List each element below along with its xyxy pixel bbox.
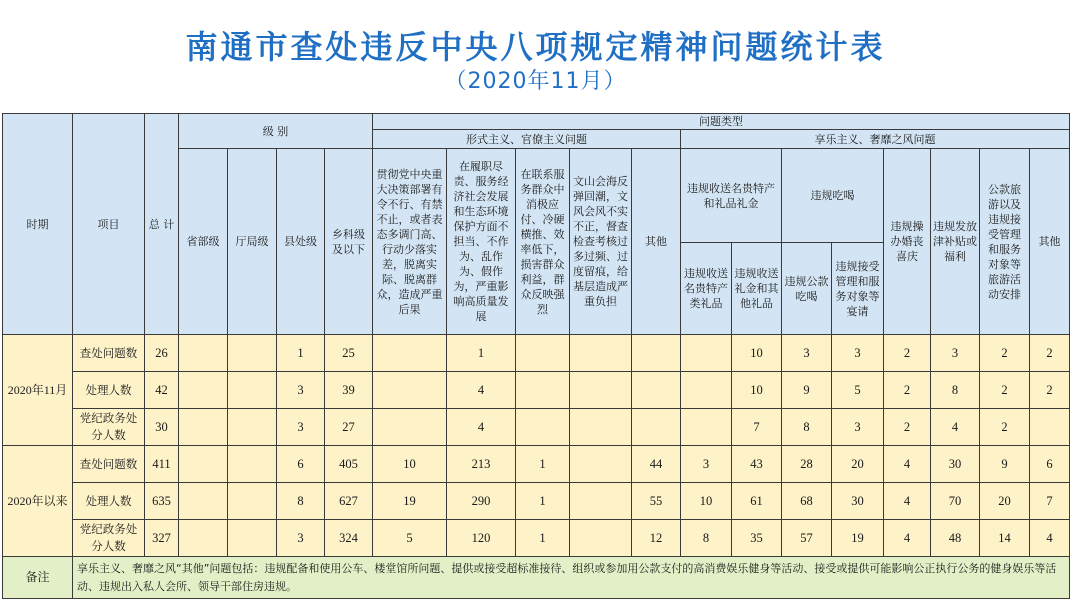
header-gift-b: 违规收送礼金和其他礼品: [732, 243, 782, 335]
header-formalism-1: 贯彻党中央重大决策部署有令不行、有禁不止，或者表态多调门高、行动少落实差，脱离实际、脱离群众，造成严重后果: [373, 149, 447, 335]
gift-a-cell: [681, 409, 732, 446]
statistics-table: [2, 113, 1070, 599]
header-level-province: 省部级: [179, 149, 228, 335]
f3-cell: [516, 372, 570, 409]
gift-b-cell: 7: [732, 409, 782, 446]
gift-a-cell: 8: [681, 520, 732, 557]
f4-cell: [570, 409, 632, 446]
f1-cell: [373, 409, 447, 446]
header-subsidy: 违规发放津补贴或福利: [931, 149, 980, 335]
wedding-cell: 4: [884, 483, 931, 520]
f4-cell: [570, 446, 632, 483]
header-item: 项目: [73, 114, 145, 335]
f-other-cell: [632, 335, 681, 372]
wedding-cell: 2: [884, 409, 931, 446]
table-row: [3, 483, 1070, 520]
f-other-cell: 12: [632, 520, 681, 557]
header-level-county: 县处级: [277, 149, 325, 335]
subsidy-cell: 4: [931, 409, 980, 446]
page-title: 南通市查处违反中央八项规定精神问题统计表: [185, 28, 886, 66]
subsidy-cell: 70: [931, 483, 980, 520]
table-row: [3, 520, 1070, 557]
province-cell: [179, 446, 228, 483]
period-cell: 2020年以来: [3, 446, 73, 557]
header-gift: 违规收送名贵特产和礼品礼金: [681, 149, 782, 243]
item-cell: 处理人数: [73, 483, 145, 520]
gift-a-cell: [681, 372, 732, 409]
f-other-cell: 55: [632, 483, 681, 520]
wedding-cell: 4: [884, 520, 931, 557]
header-level-bureau: 厅局级: [228, 149, 277, 335]
township-cell: 25: [325, 335, 373, 372]
h-other-cell: [1030, 409, 1070, 446]
f2-cell: 120: [447, 520, 516, 557]
note-text: 享乐主义、奢靡之风“其他”问题包括：违规配备和使用公车、楼堂馆所问题、提供或接受超标准接待、组织或参加用公款支付的高消费娱乐健身等活动、接受或提供可能影响公正执行公务的健身娱乐等活动、违规出入私人会所、领导干部住房违规。: [73, 557, 1070, 599]
province-cell: [179, 520, 228, 557]
h-other-cell: 2: [1030, 372, 1070, 409]
header-wedding: 违规操办婚丧喜庆: [884, 149, 931, 335]
gift-b-cell: 43: [732, 446, 782, 483]
header-total: 总 计: [145, 114, 179, 335]
header-gift-a: 违规收送名贵特产类礼品: [681, 243, 732, 335]
item-cell: 党纪政务处分人数: [73, 409, 145, 446]
wedding-cell: 2: [884, 335, 931, 372]
f-other-cell: [632, 372, 681, 409]
f-other-cell: [632, 409, 681, 446]
f4-cell: [570, 483, 632, 520]
bureau-cell: [228, 446, 277, 483]
header-formalism-2: 在履职尽责、服务经济社会发展和生态环境保护方面不担当、不作为、乱作为、假作为，严重影响高质量发展: [447, 149, 516, 335]
bureau-cell: [228, 409, 277, 446]
f4-cell: [570, 520, 632, 557]
f3-cell: 1: [516, 520, 570, 557]
header-formalism-other: 其他: [632, 149, 681, 335]
item-cell: 查处问题数: [73, 446, 145, 483]
gift-b-cell: 10: [732, 335, 782, 372]
bureau-cell: [228, 335, 277, 372]
subsidy-cell: 8: [931, 372, 980, 409]
header-travel: 公款旅游以及违规接受管理和服务对象等旅游活动安排: [980, 149, 1030, 335]
note-row: [3, 557, 1070, 599]
header-meal-b: 违规接受管理和服务对象等宴请: [832, 243, 884, 335]
note-label: 备注: [3, 557, 73, 599]
f1-cell: 5: [373, 520, 447, 557]
item-cell: 处理人数: [73, 372, 145, 409]
county-cell: 1: [277, 335, 325, 372]
f3-cell: 1: [516, 483, 570, 520]
table-row: [3, 335, 1070, 372]
total-cell: 30: [145, 409, 179, 446]
travel-cell: 2: [980, 335, 1030, 372]
gift-a-cell: [681, 335, 732, 372]
travel-cell: 2: [980, 409, 1030, 446]
h-other-cell: 2: [1030, 335, 1070, 372]
header-problem-type: 问题类型: [373, 114, 1070, 130]
f1-cell: [373, 335, 447, 372]
subsidy-cell: 48: [931, 520, 980, 557]
township-cell: 39: [325, 372, 373, 409]
f1-cell: [373, 372, 447, 409]
meal-b-cell: 3: [832, 409, 884, 446]
subsidy-cell: 3: [931, 335, 980, 372]
f3-cell: [516, 409, 570, 446]
meal-b-cell: 20: [832, 446, 884, 483]
item-cell: 查处问题数: [73, 335, 145, 372]
subsidy-cell: 30: [931, 446, 980, 483]
table-row: [3, 409, 1070, 446]
province-cell: [179, 372, 228, 409]
f4-cell: [570, 372, 632, 409]
f2-cell: 4: [447, 409, 516, 446]
total-cell: 26: [145, 335, 179, 372]
township-cell: 627: [325, 483, 373, 520]
f2-cell: 213: [447, 446, 516, 483]
f2-cell: 1: [447, 335, 516, 372]
table-row: [3, 446, 1070, 483]
township-cell: 27: [325, 409, 373, 446]
header-meal-a: 违规公款吃喝: [782, 243, 832, 335]
header-level-township: 乡科级及以下: [325, 149, 373, 335]
total-cell: 42: [145, 372, 179, 409]
wedding-cell: 4: [884, 446, 931, 483]
h-other-cell: 4: [1030, 520, 1070, 557]
table-row: [3, 372, 1070, 409]
gift-b-cell: 61: [732, 483, 782, 520]
header-formalism-3: 在联系服务群众中消极应付、冷硬横推、效率低下，损害群众利益，群众反映强烈: [516, 149, 570, 335]
township-cell: 405: [325, 446, 373, 483]
gift-a-cell: 3: [681, 446, 732, 483]
f3-cell: [516, 335, 570, 372]
item-cell: 党纪政务处分人数: [73, 520, 145, 557]
bureau-cell: [228, 372, 277, 409]
gift-b-cell: 35: [732, 520, 782, 557]
bureau-cell: [228, 520, 277, 557]
header-period: 时期: [3, 114, 73, 335]
total-cell: 327: [145, 520, 179, 557]
county-cell: 6: [277, 446, 325, 483]
bureau-cell: [228, 483, 277, 520]
county-cell: 3: [277, 520, 325, 557]
county-cell: 8: [277, 483, 325, 520]
h-other-cell: 7: [1030, 483, 1070, 520]
province-cell: [179, 335, 228, 372]
page-subtitle: （2020年11月）: [444, 69, 627, 94]
meal-a-cell: 57: [782, 520, 832, 557]
header-hedonism-other: 其他: [1030, 149, 1070, 335]
province-cell: [179, 409, 228, 446]
meal-a-cell: 68: [782, 483, 832, 520]
wedding-cell: 2: [884, 372, 931, 409]
meal-b-cell: 30: [832, 483, 884, 520]
meal-b-cell: 19: [832, 520, 884, 557]
county-cell: 3: [277, 372, 325, 409]
province-cell: [179, 483, 228, 520]
meal-b-cell: 3: [832, 335, 884, 372]
f-other-cell: 44: [632, 446, 681, 483]
travel-cell: 9: [980, 446, 1030, 483]
county-cell: 3: [277, 409, 325, 446]
meal-a-cell: 8: [782, 409, 832, 446]
travel-cell: 20: [980, 483, 1030, 520]
gift-a-cell: 10: [681, 483, 732, 520]
header-meal: 违规吃喝: [782, 149, 884, 243]
meal-b-cell: 5: [832, 372, 884, 409]
header-formalism-4: 文山会海反弹回潮，文风会风不实不正，督查检查考核过多过频、过度留痕，给基层造成严重负担: [570, 149, 632, 335]
meal-a-cell: 28: [782, 446, 832, 483]
f2-cell: 4: [447, 372, 516, 409]
f2-cell: 290: [447, 483, 516, 520]
gift-b-cell: 10: [732, 372, 782, 409]
total-cell: 635: [145, 483, 179, 520]
h-other-cell: 6: [1030, 446, 1070, 483]
header-formalism: 形式主义、官僚主义问题: [373, 130, 681, 149]
meal-a-cell: 9: [782, 372, 832, 409]
period-cell: 2020年11月: [3, 335, 73, 446]
travel-cell: 14: [980, 520, 1030, 557]
travel-cell: 2: [980, 372, 1030, 409]
header-hedonism: 享乐主义、奢靡之风问题: [681, 130, 1070, 149]
f4-cell: [570, 335, 632, 372]
total-cell: 411: [145, 446, 179, 483]
f3-cell: 1: [516, 446, 570, 483]
meal-a-cell: 3: [782, 335, 832, 372]
township-cell: 324: [325, 520, 373, 557]
header-level: 级 别: [179, 114, 373, 149]
f1-cell: 10: [373, 446, 447, 483]
f1-cell: 19: [373, 483, 447, 520]
